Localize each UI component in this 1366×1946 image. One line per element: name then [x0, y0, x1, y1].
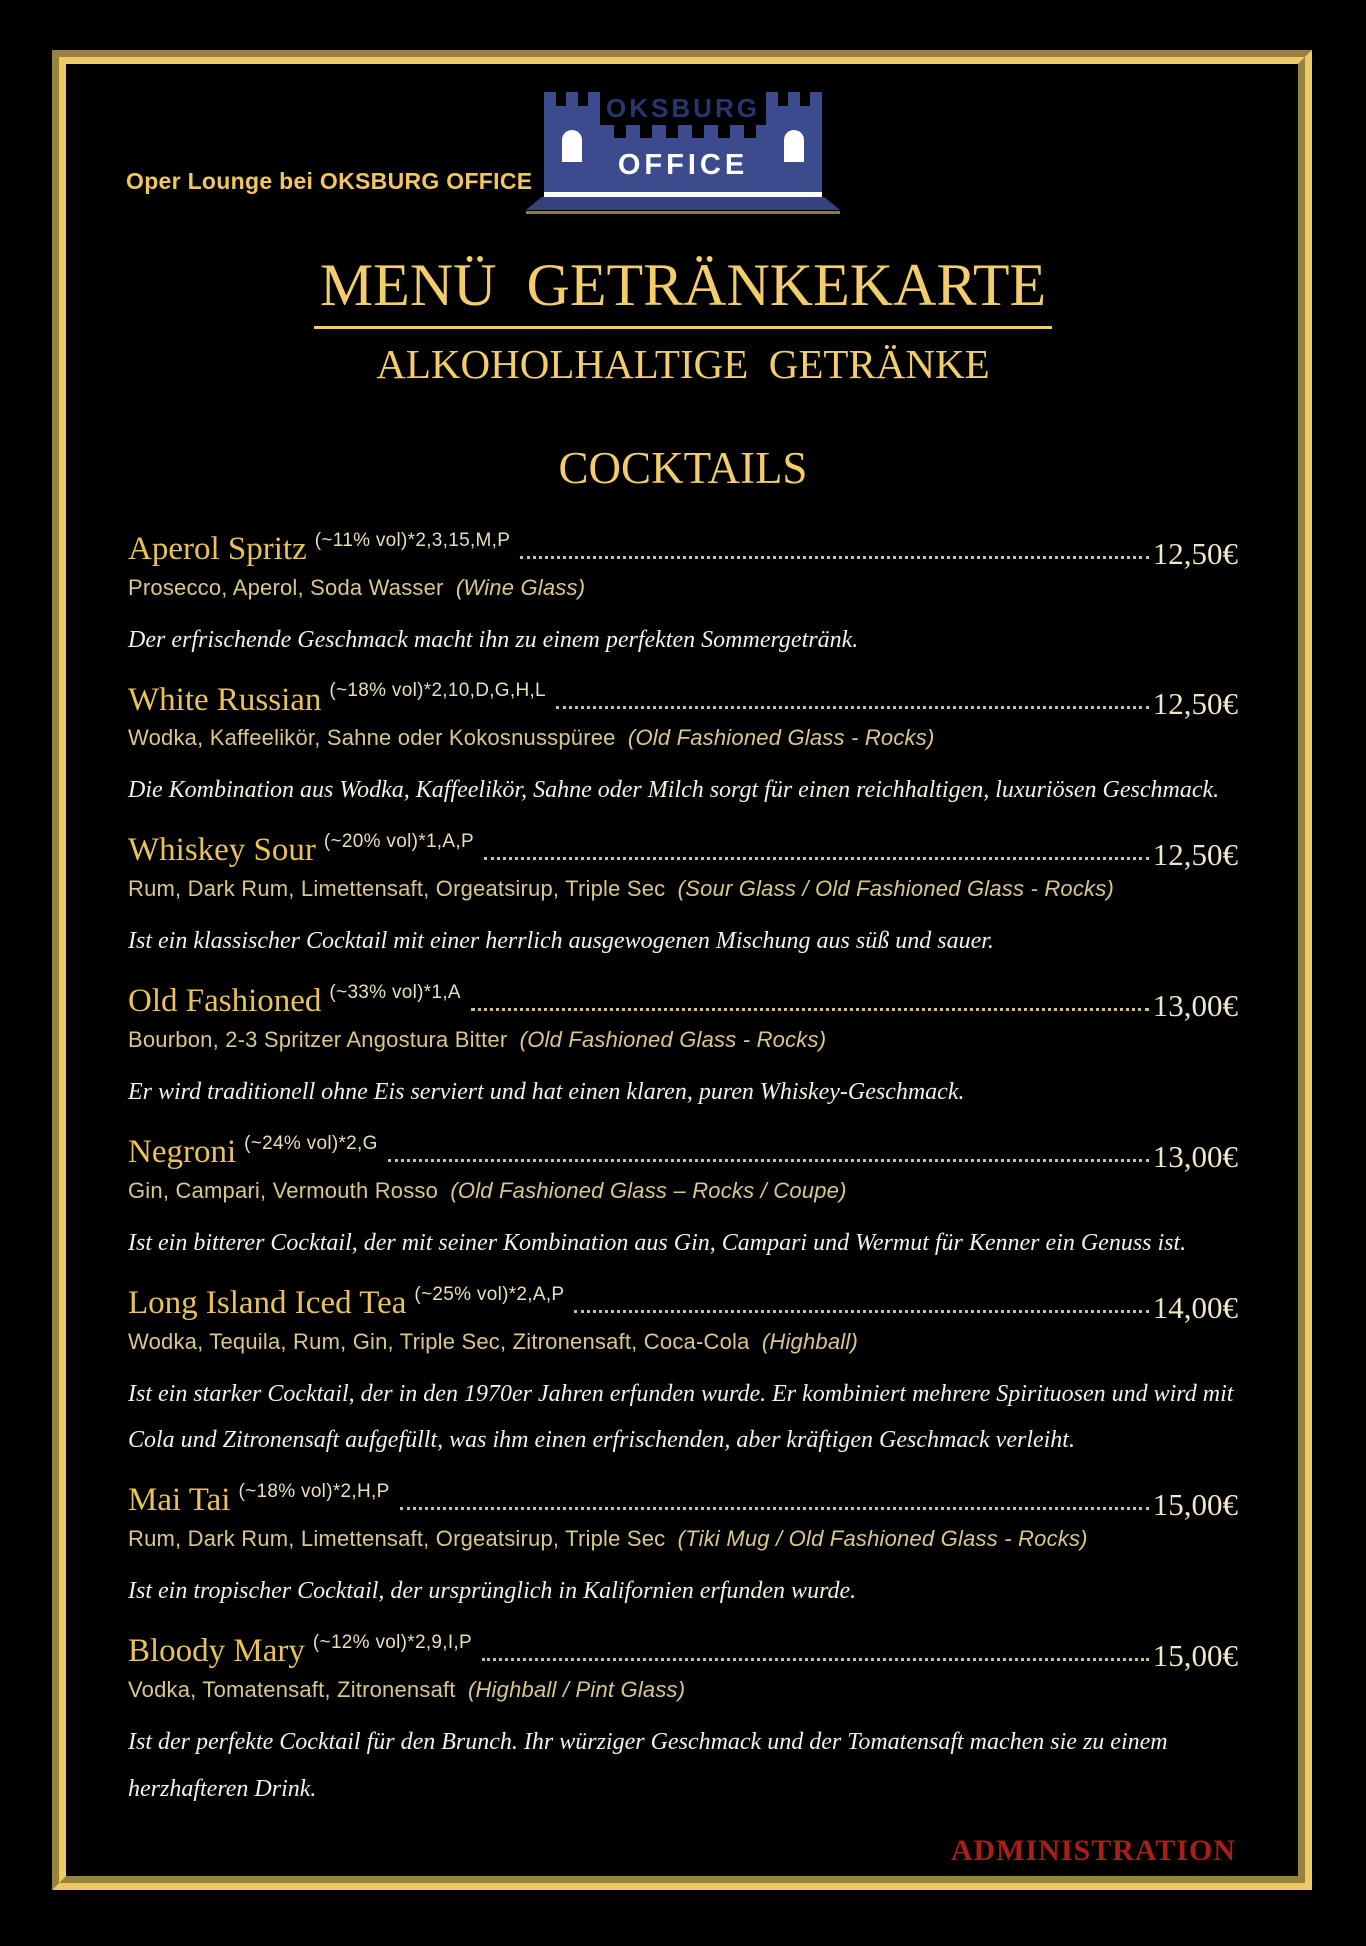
dotted-leader	[471, 1008, 1149, 1011]
logo-base-stripe	[544, 192, 822, 197]
menu-title: MENÜ GETRÄNKEKARTE	[314, 252, 1052, 329]
dotted-leader	[388, 1159, 1149, 1162]
ingredients: Rum, Dark Rum, Limettensaft, Orgeatsirup, Triple Sec	[128, 1526, 666, 1552]
abv-allergen-note: (~11% vol)*2,3,15,M,P	[314, 529, 511, 551]
dotted-leader	[574, 1310, 1148, 1313]
abv-allergen-note: (~20% vol)*1,A,P	[323, 831, 474, 853]
menu-item	[128, 1632, 1238, 1813]
oksburg-office-logo	[544, 92, 822, 214]
glass-type: (Highball)	[761, 1328, 859, 1354]
price: 13,00€	[1152, 988, 1238, 1024]
item-name-price-row	[128, 1133, 1238, 1172]
ingredients-row	[128, 1329, 1238, 1355]
dotted-leader	[520, 556, 1149, 559]
glass-type: (Tiki Mug / Old Fashioned Glass - Rocks)	[677, 1526, 1088, 1552]
crenellation-icon	[544, 92, 600, 106]
cocktail-name: Old Fashioned	[128, 983, 322, 1020]
logo-castle-label: OKSBURG	[606, 93, 760, 123]
administration-label: ADMINISTRATION	[950, 1834, 1236, 1867]
castle-tower-right-icon	[766, 92, 822, 192]
abv-allergen-note: (~33% vol)*1,A	[329, 982, 461, 1004]
price: 14,00€	[1152, 1289, 1238, 1325]
ingredients: Wodka, Tequila, Rum, Gin, Triple Sec, Zitronensaft, Coca-Cola	[128, 1328, 750, 1354]
price: 12,50€	[1152, 837, 1238, 873]
price: 12,50€	[1152, 535, 1238, 571]
cocktail-name: Long Island Iced Tea	[128, 1284, 407, 1321]
ingredients: Bourbon, 2-3 Spritzer Angostura Bitter	[128, 1027, 508, 1053]
cocktail-name: Mai Tai	[128, 1482, 231, 1519]
glass-type: (Sour Glass / Old Fashioned Glass - Rocks)	[677, 876, 1114, 902]
ingredients: Vodka, Tomatensaft, Zitronensaft	[128, 1677, 456, 1703]
description: Ist der perfekte Cocktail für den Brunch. Ihr würziger Geschmack und der Tomatensaft machen sie zu einem herzhafteren Drink.	[128, 1729, 1168, 1802]
ingredients: Wodka, Kaffeelikör, Sahne oder Kokosnusspüree	[128, 725, 616, 751]
castle-tower-left-icon	[544, 92, 600, 192]
price: 15,00€	[1152, 1638, 1238, 1674]
item-name-price-row	[128, 982, 1238, 1024]
menu-item	[128, 1481, 1238, 1615]
ingredients-row	[128, 1027, 1238, 1053]
item-name-price-row	[128, 1284, 1238, 1323]
crenellation-icon	[600, 125, 766, 138]
price: 15,00€	[1152, 1487, 1238, 1523]
item-name-price-row	[128, 680, 1238, 722]
cocktail-name: Whiskey Sour	[128, 832, 316, 869]
castle-door-icon	[784, 130, 804, 162]
menu-item	[128, 831, 1238, 965]
item-name-price-row	[128, 831, 1238, 873]
price: 12,50€	[1152, 686, 1238, 722]
description: Er wird traditionell ohne Eis serviert und hat einen klaren, puren Whiskey-Geschmack.	[128, 1079, 965, 1106]
glass-type: (Wine Glass)	[455, 574, 586, 600]
dotted-leader	[484, 857, 1149, 860]
menu-subtitle: ALKOHOLHALTIGE GETRÄNKE	[376, 341, 990, 387]
logo-underline	[526, 211, 840, 214]
ingredients-row	[128, 575, 1238, 601]
cocktail-name: White Russian	[128, 681, 322, 718]
menu-content	[128, 252, 1238, 1830]
dotted-leader	[556, 706, 1149, 709]
price: 13,00€	[1152, 1138, 1238, 1174]
castle-graphic	[544, 92, 822, 192]
cocktail-name: Negroni	[128, 1133, 237, 1170]
menu-item	[128, 680, 1238, 814]
menu-item	[128, 982, 1238, 1116]
logo-base	[526, 197, 840, 210]
description: Der erfrischende Geschmack macht ihn zu einem perfekten Sommergetränk.	[128, 626, 859, 653]
ingredients-row	[128, 725, 1238, 751]
ingredients: Rum, Dark Rum, Limettensaft, Orgeatsirup, Triple Sec	[128, 876, 666, 902]
ingredients-row	[128, 1526, 1238, 1552]
venue-title: Oper Lounge bei OKSBURG OFFICE	[126, 168, 533, 194]
ingredients: Gin, Campari, Vermouth Rosso	[128, 1177, 439, 1203]
glass-type: (Old Fashioned Glass - Rocks)	[627, 725, 935, 751]
item-name-price-row	[128, 1632, 1238, 1674]
description: Ist ein tropischer Cocktail, der ursprünglich in Kalifornien erfunden wurde.	[128, 1578, 857, 1605]
description: Ist ein bitterer Cocktail, der mit seiner Kombination aus Gin, Campari und Wermut für Kenner ein Genuss ist.	[128, 1229, 1187, 1256]
description: Ist ein klassischer Cocktail mit einer herrlich ausgewogenen Mischung aus süß und sauer.	[128, 928, 994, 955]
abv-allergen-note: (~18% vol)*2,10,D,G,H,L	[329, 680, 546, 702]
ingredients: Prosecco, Aperol, Soda Wasser	[128, 574, 444, 600]
ingredients-row	[128, 876, 1238, 902]
abv-allergen-note: (~25% vol)*2,A,P	[414, 1283, 565, 1305]
cocktail-list	[128, 530, 1238, 1813]
ingredients-row	[128, 1178, 1238, 1204]
castle-door-icon	[562, 130, 582, 162]
menu-item	[128, 1133, 1238, 1267]
menu-item	[128, 530, 1238, 664]
ingredients-row	[128, 1677, 1238, 1703]
cocktail-name: Aperol Spritz	[128, 530, 307, 567]
logo-office-label: OFFICE	[600, 138, 766, 192]
cocktail-name: Bloody Mary	[128, 1633, 305, 1670]
glass-type: (Highball / Pint Glass)	[467, 1677, 686, 1703]
abv-allergen-note: (~24% vol)*2,G	[244, 1132, 378, 1154]
glass-type: (Old Fashioned Glass - Rocks)	[519, 1027, 827, 1053]
dotted-leader	[482, 1658, 1149, 1661]
description: Die Kombination aus Wodka, Kaffeelikör, Sahne oder Milch sorgt für einen reichhaltigen, luxuriösen Geschmack.	[128, 777, 1220, 804]
item-name-price-row	[128, 530, 1238, 569]
glass-type: (Old Fashioned Glass – Rocks / Coupe)	[450, 1177, 847, 1203]
crenellation-icon	[766, 92, 822, 106]
menu-item	[128, 1284, 1238, 1465]
abv-allergen-note: (~12% vol)*2,9,I,P	[312, 1632, 472, 1654]
description: Ist ein starker Cocktail, der in den 1970er Jahren erfunden wurde. Er kombiniert mehrere Spirituosen und wird mit Cola und Zitronensaft aufgefüllt, was ihm einen erfrischenden, aber kräftigen Geschmack verleiht.	[128, 1380, 1234, 1454]
item-name-price-row	[128, 1481, 1238, 1523]
section-heading-cocktails: COCKTAILS	[558, 443, 808, 494]
abv-allergen-note: (~18% vol)*2,H,P	[238, 1481, 390, 1503]
dotted-leader	[400, 1507, 1149, 1510]
